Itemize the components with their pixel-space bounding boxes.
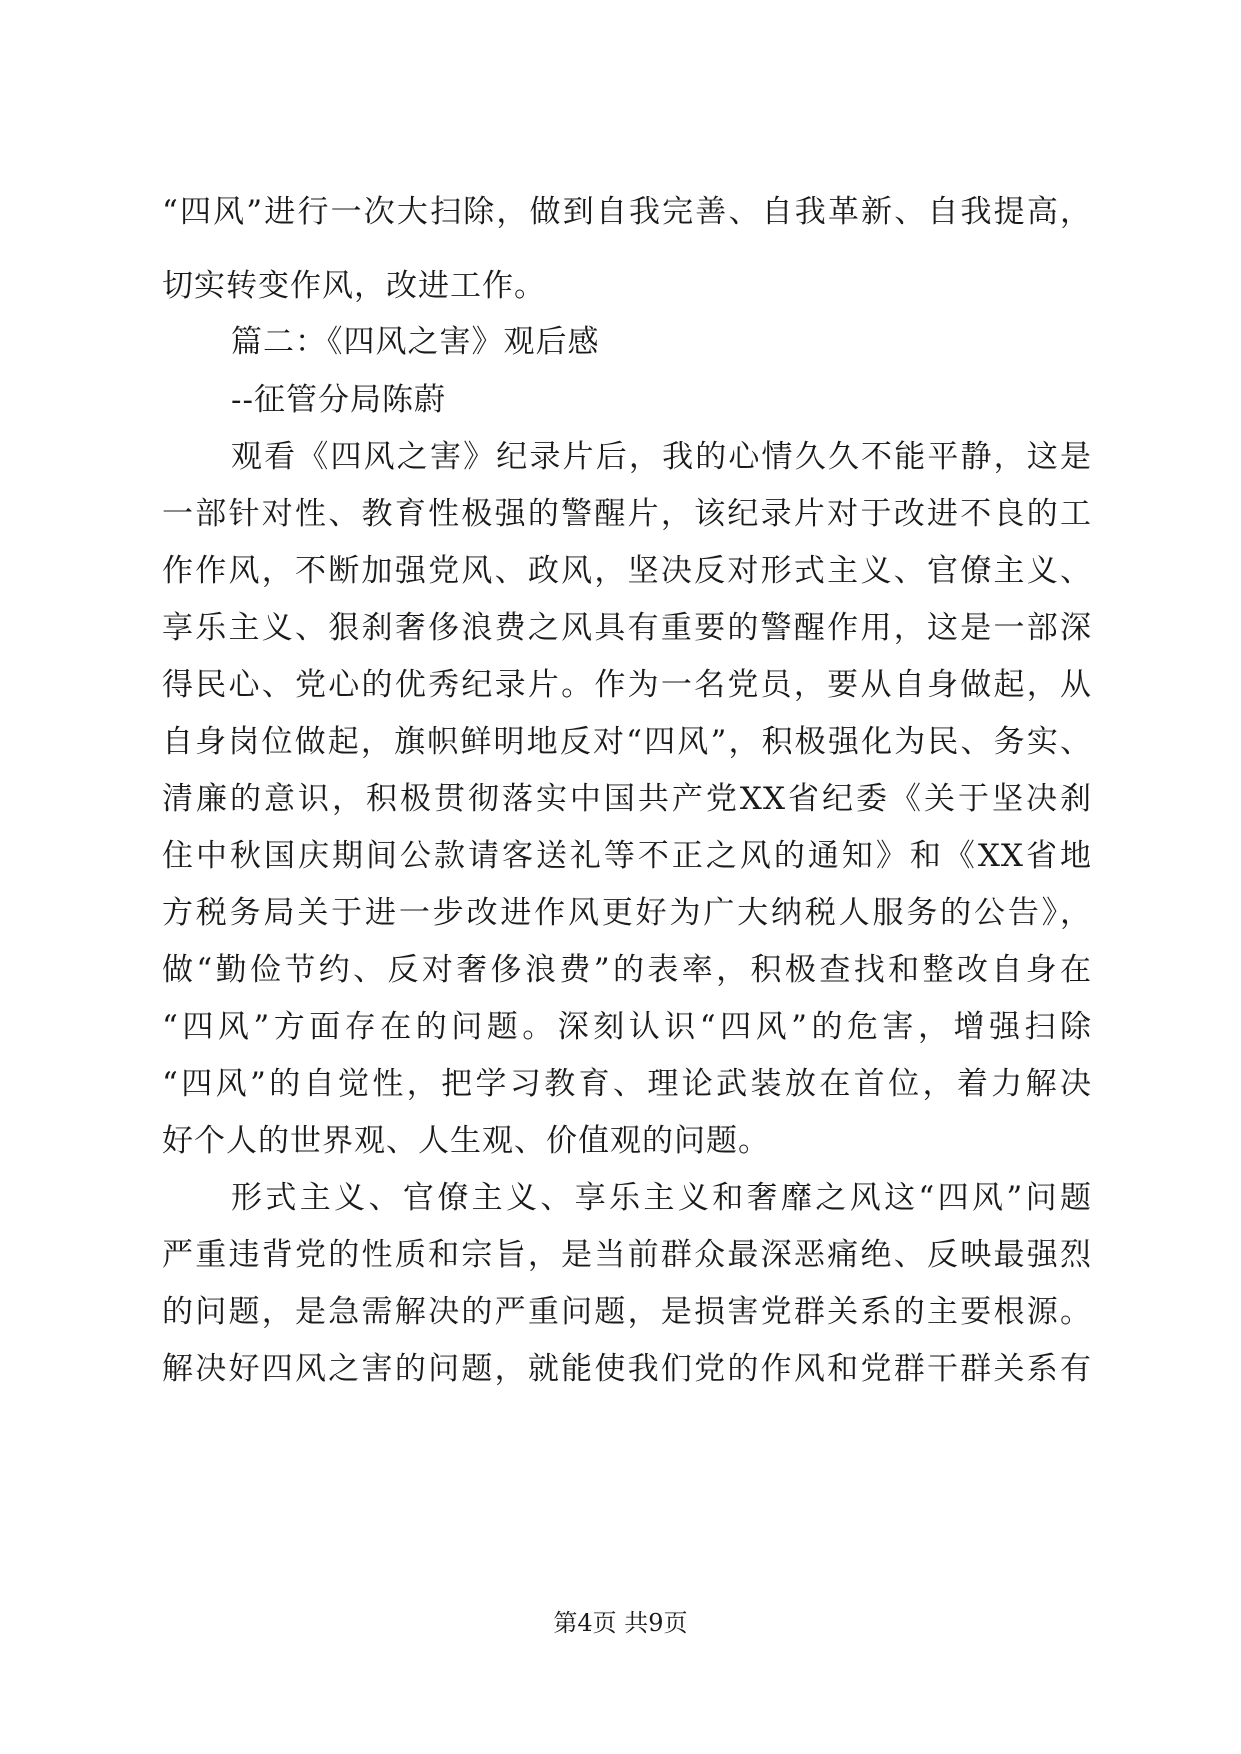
text-line: 形式主义、官僚主义、享乐主义和奢靡之风这“四风”问题 xyxy=(231,1180,1092,1216)
text-line: “四风”方面存在的问题。深刻认识“四风”的危害，增强扫除 xyxy=(162,1009,1092,1045)
text-line: “四风”进行一次大扫除，做到自我完善、自我革新、自我提高， xyxy=(162,194,1092,230)
text-line: 享乐主义、狠刹奢侈浪费之风具有重要的警醒作用，这是一部深 xyxy=(162,610,1092,646)
section-title: 篇二：《四风之害》观后感 xyxy=(231,324,600,360)
text-line: “四风”的自觉性，把学习教育、理论武装放在首位，着力解决 xyxy=(162,1066,1092,1102)
text-line: 自身岗位做起，旗帜鲜明地反对“四风”，积极强化为民、务实、 xyxy=(162,724,1092,760)
text-line: 住中秋国庆期间公款请客送礼等不正之风的通知》和《XX省地 xyxy=(162,838,1092,874)
text-line: 清廉的意识，积极贯彻落实中国共产党XX省纪委《关于坚决刹 xyxy=(162,781,1092,817)
text-line: 一部针对性、教育性极强的警醒片，该纪录片对于改进不良的工 xyxy=(162,496,1092,532)
text-line: 观看《四风之害》纪录片后，我的心情久久不能平静，这是 xyxy=(231,439,1092,475)
text-line: 方税务局关于进一步改进作风更好为广大纳税人服务的公告》， xyxy=(162,895,1092,931)
text-line: 得民心、党心的优秀纪录片。作为一名党员，要从自身做起，从 xyxy=(162,667,1092,703)
text-line: 好个人的世界观、人生观、价值观的问题。 xyxy=(162,1123,770,1159)
text-line: 切实转变作风，改进工作。 xyxy=(162,268,546,304)
author-line: --征管分局陈蔚 xyxy=(231,382,446,418)
page-number-footer: 第4页 共9页 xyxy=(553,1609,688,1637)
text-line: 解决好四风之害的问题，就能使我们党的作风和党群干群关系有 xyxy=(162,1351,1092,1387)
text-line: 严重违背党的性质和宗旨，是当前群众最深恶痛绝、反映最强烈 xyxy=(162,1237,1092,1273)
text-line: 的问题，是急需解决的严重问题，是损害党群关系的主要根源。 xyxy=(162,1294,1092,1330)
text-line: 作作风，不断加强党风、政风，坚决反对形式主义、官僚主义、 xyxy=(162,553,1092,589)
text-line: 做“勤俭节约、反对奢侈浪费”的表率，积极查找和整改自身在 xyxy=(162,952,1092,988)
